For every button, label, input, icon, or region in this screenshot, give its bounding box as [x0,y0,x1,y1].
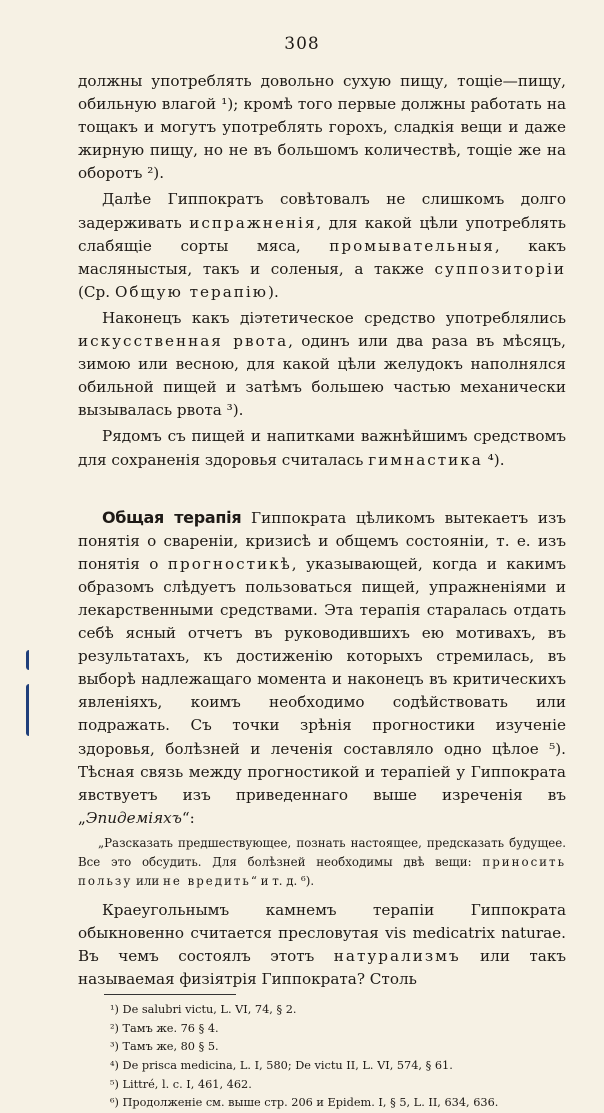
spaced-emphasis: Общую терапію [114,282,269,301]
text-run: должны употреблять довольно сухую пищу, тощіе—пищу, обильную влагой ¹); кромѣ того первые должны работать на тощакъ и могутъ употреблять горохъ, сладкія вещи и даже жирную пищу, но не въ большомъ количествѣ, тощіе же на оборотъ ²). [78,72,566,183]
paragraph [78,425,566,471]
text-run: Далѣе Гиппократъ совѣтовалъ не слишкомъ долго задерживать [78,190,566,232]
footnote: ²) Тамъ же. 76 § 4. [110,1021,219,1035]
footnote: ⁵) Littré, l. c. I, 461, 462. [110,1077,252,1091]
text-run: , указывающей, когда и какимъ образомъ слѣдуетъ пользоваться пищей, упражненіями и лекарственными средствами. Эта терапія старалась отдать себѣ ясный отчетъ въ руководившихъ ею мотивахъ, въ результатахъ, къ достиженію которыхъ стремилась, въ выборѣ надлежащаго момента и наконецъ въ критическихъ явленіяхъ, коимъ необходимо содѣйствовать или подражать. Съ точки зрѣнія прогностики изученіе здоровья, болѣзней и леченія составляло одно цѣлое ⁵). Тѣсная связь между прогностикой и терапіей у Гиппократа явствуетъ изъ приведеннаго выше изреченія въ „ [78,554,566,827]
text-run: Краеугольнымъ камнемъ терапіи Гиппократа обыкновенно считается пресловутая vis medicatrix naturae. Въ чемъ состоялъ этотъ [78,900,566,966]
text-run: (Ср. [78,282,115,301]
footnote: ⁶) Продолженіе см. выше стр. 206 и Epidem. I, § 5, L. II, 634, 636. [110,1096,499,1110]
paragraph [78,506,566,830]
text-run: Гиппократа цѣликомъ вытекаетъ изъ понятія о свареніи, кризисѣ и общемъ состояніи, т. е. изъ понятія о [78,508,567,573]
spaced-emphasis: приносить пользу [78,854,566,888]
spaced-emphasis: искусственная рвота [78,332,289,351]
spaced-emphasis: испражненія [189,213,317,232]
paragraph [78,899,566,991]
spaced-emphasis: суппозиторіи [434,259,566,278]
footnote: ⁴) De prisca medicina, L. I, 580; De victu II, L. VI, 574, § 61. [110,1059,453,1073]
paragraph [78,307,566,422]
quotation [78,834,566,891]
text-run: ⁴). [482,450,505,469]
text-run: „Разсказать предшествующее, познать настоящее, предсказать будущее. Все это обсудить. Для болѣзней необходимы двѣ вещи: [78,835,566,869]
spaced-emphasis: натурализмъ [333,947,461,966]
text-run: , для какой цѣли употреблять слабящіе сорты мяса, [78,213,566,255]
text-run: , какъ масляныстыя, такъ и соленыя, а также [78,236,567,278]
text-run: Рядомъ съ пищей и напитками важнѣйшимъ средствомъ для сохраненія здоровья считалась [78,427,566,469]
margin-pen-mark [26,684,37,736]
section-heading: Общая терапія [102,507,242,527]
footnotes [78,1001,566,1113]
page-number: 308 [284,34,320,54]
quotation-text [78,834,566,891]
text-run: “: [181,808,195,827]
spaced-emphasis: гимнастика [368,450,483,469]
paragraph [78,188,566,303]
text-run: ). [268,282,279,301]
spaced-emphasis: промывательныя [329,236,495,255]
footnote: ³) Тамъ же, 80 § 5. [110,1040,219,1054]
spaced-emphasis: прогностикѣ [167,554,292,573]
italic-title: Эпидеміяхъ [85,808,182,827]
spaced-emphasis: не вредить [163,873,251,888]
footnote: ¹) De salubri victu, L. VI, 74, § 2. [110,1003,297,1017]
text-run: , одинъ или два раза въ мѣсяцъ, зимою или весною, для какой цѣли желудокъ наполнялся обильной пищей и затѣмъ большею частью механически вызывалась рвота ³). [78,332,566,420]
text-run: “ и т. д. ⁶). [250,873,315,888]
body-text [78,70,566,1113]
margin-pen-mark [26,650,37,670]
footnote-divider [104,994,236,995]
text-run: или такъ называемая физіятрія Гиппократа? Столь [78,947,566,989]
text-run: Наконецъ какъ діэтетическое средство употреблялись [102,308,566,327]
paragraph [78,70,566,185]
text-run: или [132,873,163,888]
